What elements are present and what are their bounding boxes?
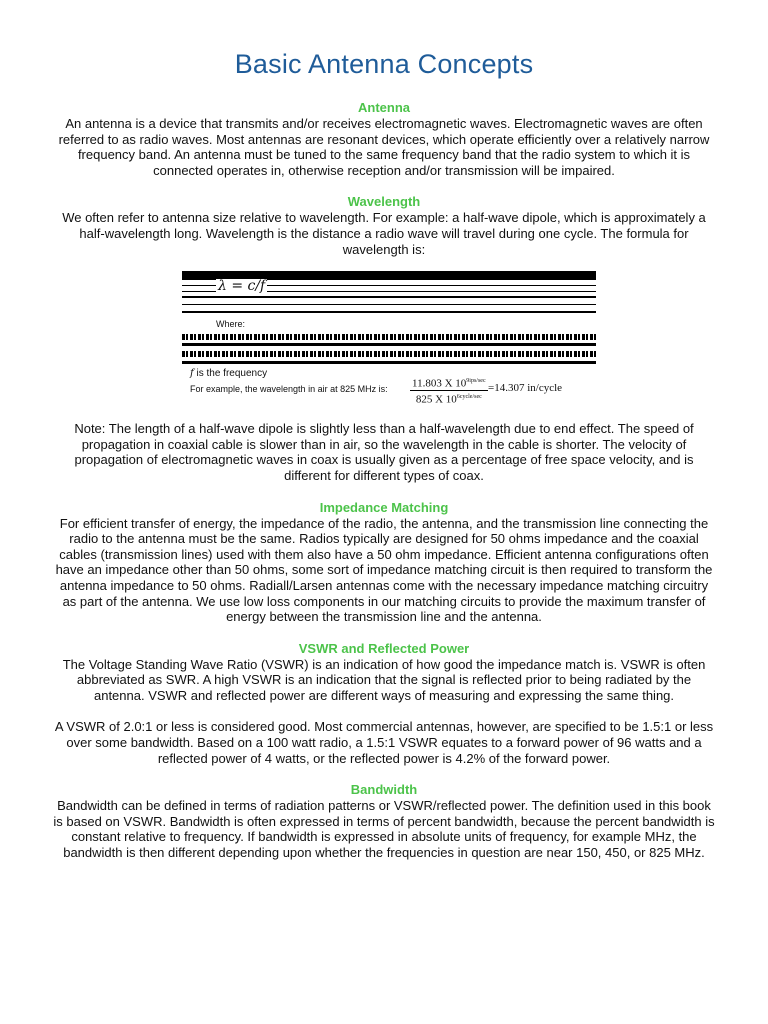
- fraction-denominator: [410, 391, 488, 406]
- figure-line: [182, 304, 596, 305]
- numerator-text: 11.803 X 10: [412, 377, 467, 390]
- heading-wavelength: Wavelength: [347, 194, 421, 210]
- spacer: [52, 82, 716, 100]
- example-label: For example, the wavelength in air at 825 MHz is:: [190, 384, 388, 395]
- spacer: [52, 766, 716, 782]
- figure-bar: [182, 343, 596, 346]
- page-title: Basic Antenna Concepts: [234, 49, 534, 79]
- figure-bar: [182, 296, 596, 298]
- spacer: [52, 484, 716, 500]
- paragraph-antenna: An antenna is a device that transmits and/or receives electromagnetic waves. Electromagnetic waves are often referred to as radio waves. Most antennas are resonant devices, which operate efficiently over a relatively narrow frequency band. An antenna must be tuned to the same frequency band that the radio system to which it is connected operates in, otherwise reception and/or transmission will be impaired.: [58, 116, 710, 178]
- paragraph-bandwidth: Bandwidth can be defined in terms of radiation patterns or VSWR/reflected power. The definition used in this book is based on VSWR. Bandwidth is often expressed in terms of percent bandwidth, because the percent bandwidth is constant relative to frequency. If bandwidth is expressed in absolute units of frequency, for example MHz, the bandwidth is then different depending upon whether the frequencies in question are near 150, 450, or 825 MHz.: [53, 798, 715, 861]
- spacer: [52, 403, 716, 421]
- heading-impedance-matching: Impedance Matching: [319, 499, 449, 515]
- denominator-exponent: 6cycle/sec: [456, 393, 482, 400]
- frequency-text: is the frequency: [196, 368, 268, 380]
- figure-garbled-row: [182, 334, 596, 340]
- numerator-exponent: 9ips/sec: [466, 378, 486, 385]
- fraction-numerator: [410, 375, 488, 391]
- paragraph-vswr-2: A VSWR of 2.0:1 or less is considered good. Most commercial antennas, however, are specified to be 1.5:1 or less over some bandwidth. Based on a 100 watt radio, a 1.5:1 VSWR equates to a forward power of 96 watts and a reflected power of 4 watts, or the reflected power is 4.2% of the forward power.: [54, 719, 714, 766]
- wavelength-formula: λ = c/f: [218, 278, 266, 295]
- heading-antenna: Antenna: [358, 100, 410, 115]
- paragraph-impedance-matching: For efficient transfer of energy, the impedance of the radio, the antenna, and the transmission line connecting the radio to the antenna must be the same. Radios typically are designed for 50 ohms impedance and the coaxial cables (transmission lines) used with them also have a 50 ohm impedance. Efficient antenna configurations often have an impedance other than 50 ohms, some sort of impedance matching circuit is then required to transform the antenna impedance to 50 ohms. Radiall/Larsen antennas come with the necessary impedance matching circuitry as part of the antenna. We use low loss components in our matching circuits to provide the maximum transfer of energy between the transmission line and the antenna.: [55, 515, 713, 625]
- heading-bandwidth: Bandwidth: [350, 782, 418, 798]
- paragraph-note: Note: The length of a half-wave dipole is slightly less than a half-wavelength due to end effect. The speed of propagation in coaxial cable is slower than in air, so the wavelength in the cable is shorter. The velocity of propagation of electromagnetic waves in coax is usually given as a percentage of free space velocity, and is different for different types of coax.: [74, 421, 694, 483]
- figure-where-label: Where:: [216, 319, 246, 330]
- figure-bar: [182, 361, 596, 364]
- spacer: [52, 178, 716, 194]
- spacer: [52, 703, 716, 719]
- paragraph-vswr-1: The Voltage Standing Wave Ratio (VSWR) is an indication of how good the impedance match is. VSWR is often abbreviated as SWR. A high VSWR is an indication that the signal is reflected prior to being radiated by the antenna. VSWR and reflected power are different ways of measuring and expressing the same thing.: [62, 656, 706, 703]
- example-fraction: [410, 375, 488, 405]
- spacer: [52, 625, 716, 641]
- example-result: =14.307 in/cycle: [488, 382, 563, 395]
- paragraph-wavelength: We often refer to antenna size relative to wavelength. For example: a half-wave dipole, which is approximately a half-wavelength long. Wavelength is the distance a radio wave will travel during one cycle. The formula for wavelength is:: [62, 210, 706, 257]
- heading-vswr: VSWR and Reflected Power: [298, 640, 470, 656]
- wavelength-formula-figure: [182, 271, 596, 406]
- frequency-definition: [190, 368, 271, 380]
- denominator-text: 825 X 10: [415, 393, 457, 406]
- figure-bar: [182, 311, 596, 313]
- figure-garbled-row: [182, 351, 596, 357]
- frequency-symbol: f: [190, 368, 194, 380]
